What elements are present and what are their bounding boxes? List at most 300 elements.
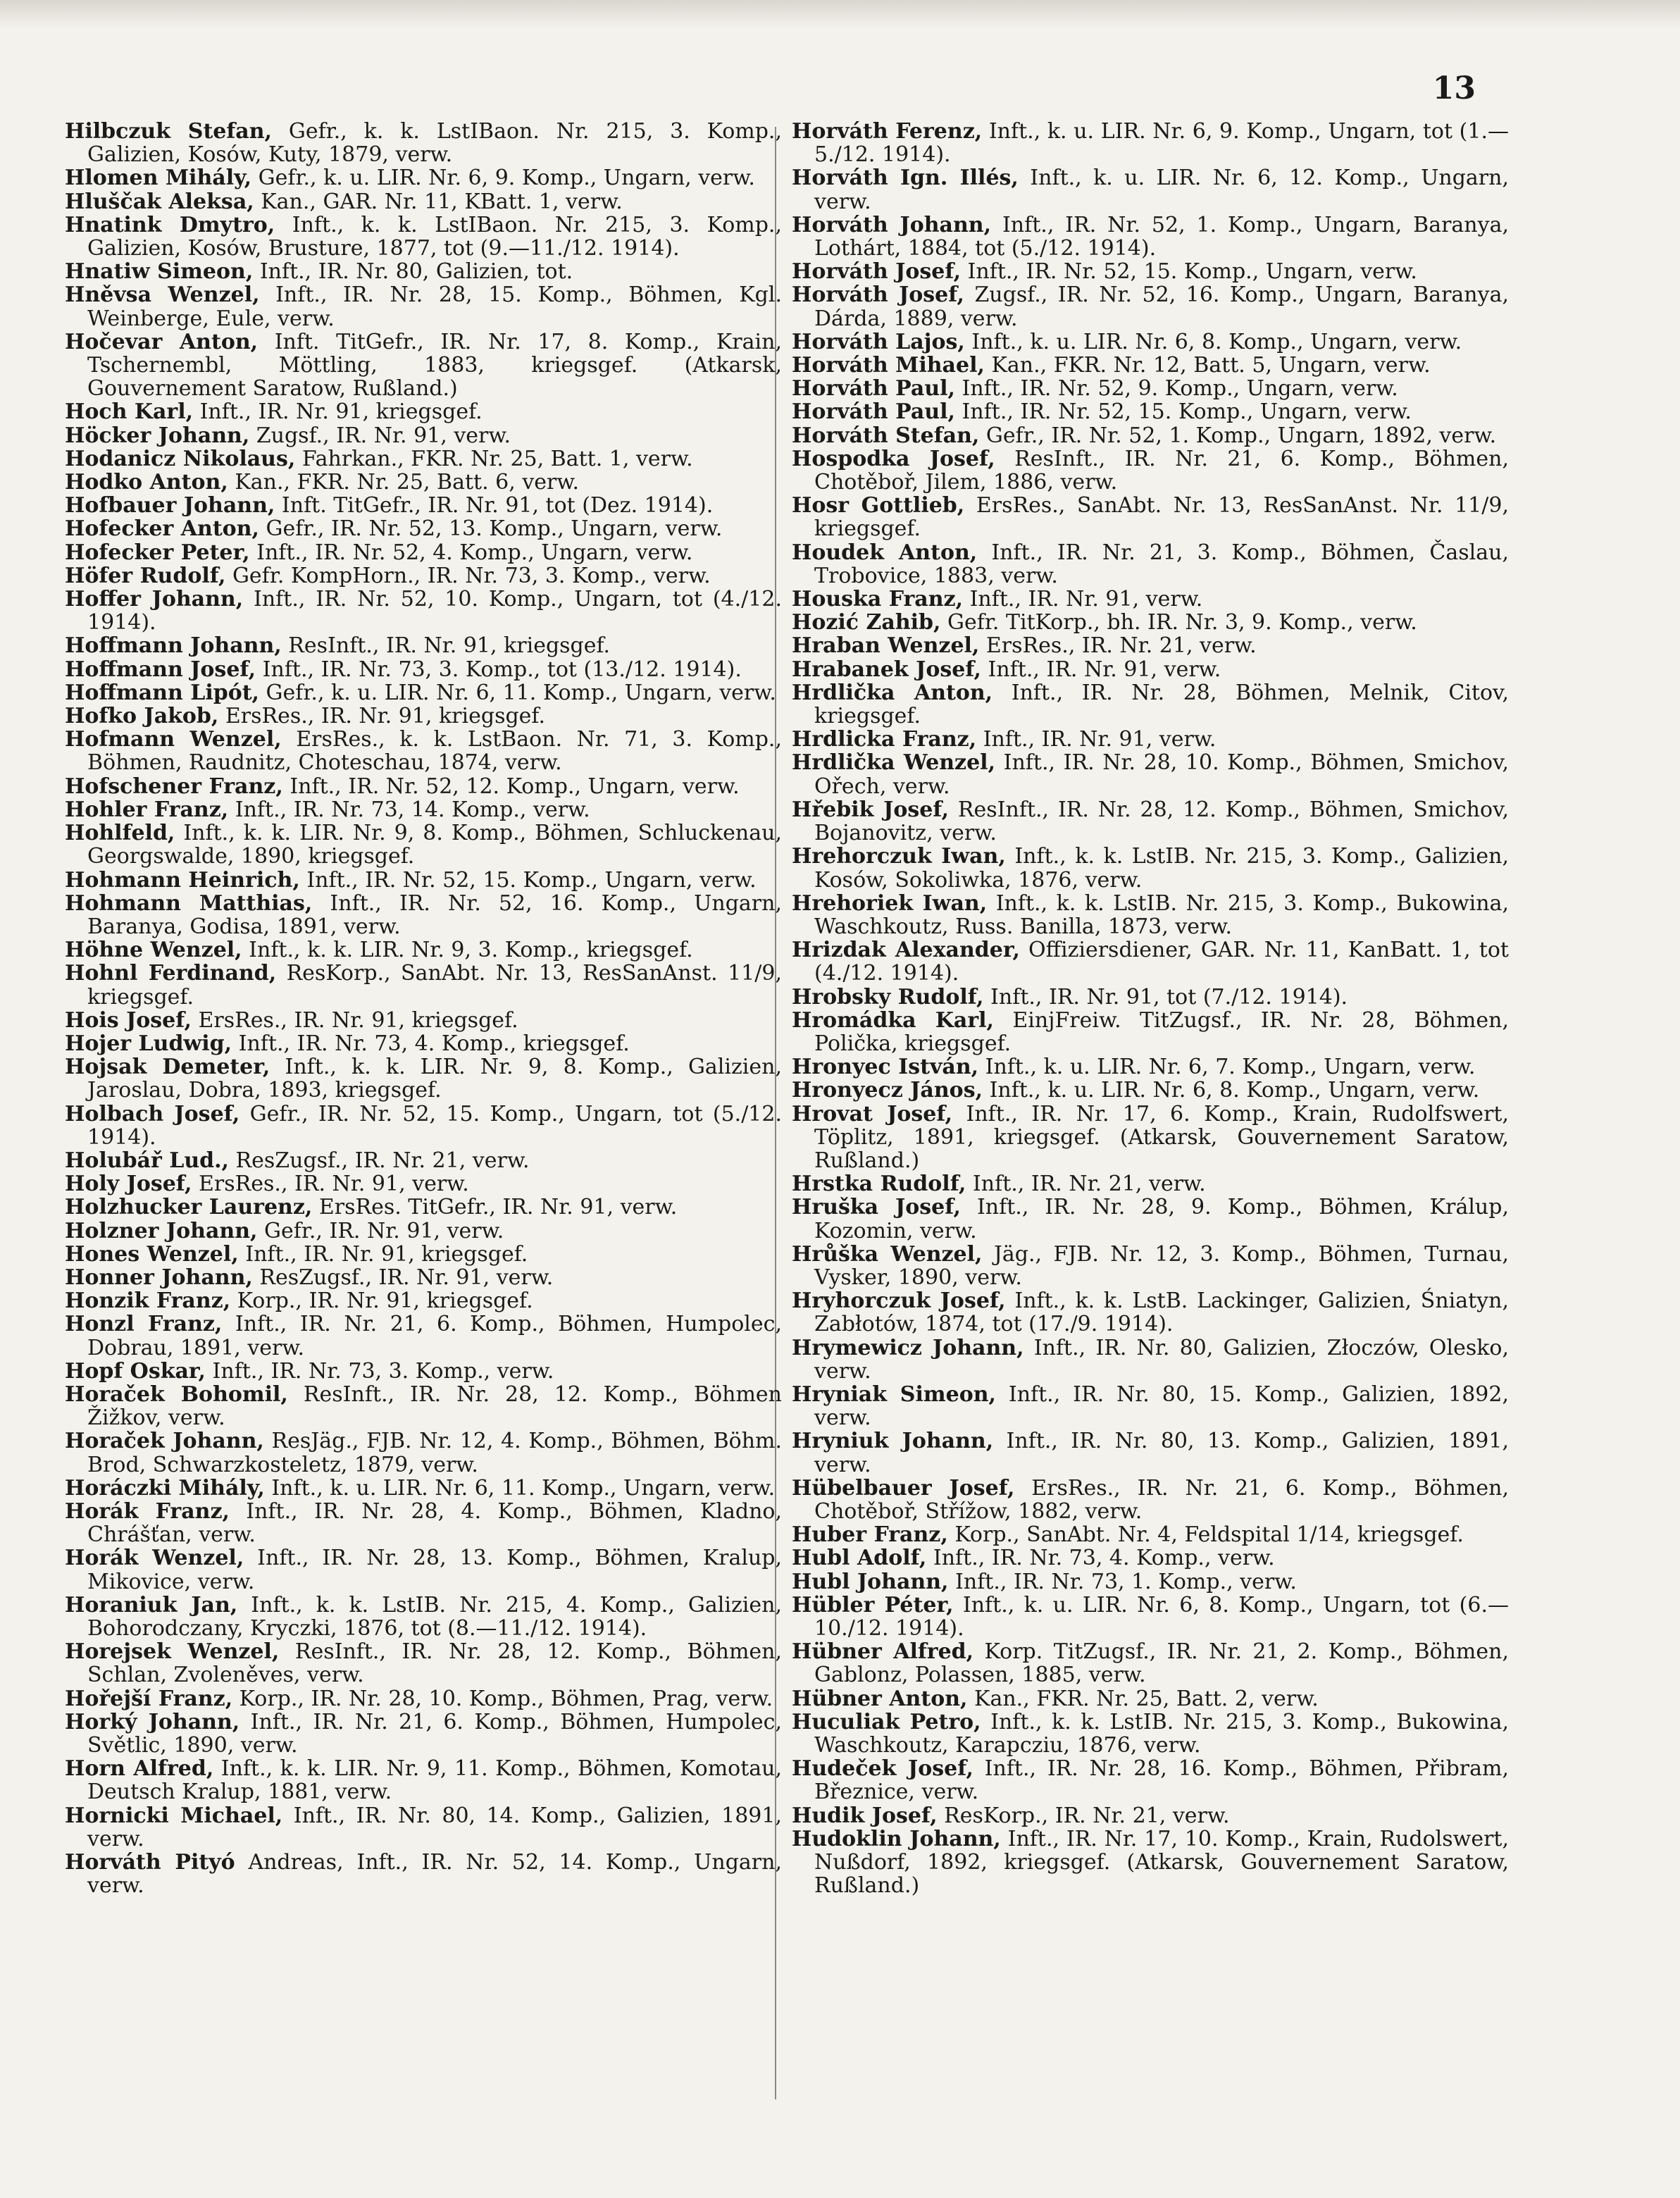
entry-name: Hudeček Josef, <box>792 1756 973 1782</box>
entry-name: Horn Alfred, <box>65 1756 214 1782</box>
entry-details: Inft., IR. Nr. 73, 3. Komp., verw. <box>206 1358 554 1384</box>
list-entry <box>792 1827 1509 1898</box>
list-entry <box>65 1546 782 1593</box>
entry-details: Gefr., IR. Nr. 52, 13. Komp., Ungarn, verw. <box>259 516 723 542</box>
entry-name: Honzik Franz, <box>65 1289 231 1314</box>
entry-details: Inft., IR. Nr. 28, 16. Komp., Böhmen, Přibram, Březnice, verw. <box>814 1756 1509 1805</box>
entry-name: Horváth Johann, <box>792 212 992 237</box>
entry-name: Honner Johann, <box>65 1265 253 1290</box>
entry-details: Gefr., k. k. LstIBaon. Nr. 215, 3. Komp., Galizien, Kosów, Kuty, 1879, verw. <box>87 119 782 168</box>
entry-name: Hübner Anton, <box>792 1686 968 1711</box>
entry-name: Holubář Lud., <box>65 1148 229 1173</box>
list-entry <box>792 1594 1509 1640</box>
entry-name: Horváth Ferenz, <box>792 119 983 144</box>
entry-name: Hrůška Wenzel, <box>792 1241 983 1267</box>
entry-details: Inft., IR. Nr. 52, 1. Komp., Ungarn, Baranya, Lothárt, 1884, tot (5./12. 1914). <box>814 212 1509 261</box>
list-entry <box>792 400 1509 423</box>
entry-name: Holzhucker Laurenz, <box>65 1195 313 1220</box>
entry-details: Gefr., IR. Nr. 52, 15. Komp., Ungarn, tot (5./12. 1914). <box>87 1101 783 1150</box>
entry-name: Huculiak Petro, <box>792 1709 981 1734</box>
entry-name: Hrabanek Josef, <box>792 657 982 682</box>
list-entry <box>792 1429 1509 1476</box>
entry-details: Inft., IR. Nr. 52, 4. Komp., Ungarn, verw. <box>249 540 693 565</box>
list-entry <box>792 611 1509 634</box>
entry-name: Horváth Pityó <box>65 1850 235 1875</box>
list-entry <box>65 541 782 564</box>
entry-details: Offiziersdiener, GAR. Nr. 11, KanBatt. 1, tot (4./12. 1914). <box>814 938 1509 986</box>
list-entry <box>792 1570 1509 1594</box>
entry-name: Horák Wenzel, <box>65 1546 244 1571</box>
entry-name: Hořejší Franz, <box>65 1686 233 1711</box>
entry-name: Hornicki Michael, <box>65 1803 283 1828</box>
list-entry <box>65 1477 782 1500</box>
entry-details: Inft., IR. Nr. 80, 14. Komp., Galizien, 1891, verw. <box>87 1803 782 1851</box>
entry-details: Jäg., FJB. Nr. 12, 3. Komp., Böhmen, Turnau, Vysker, 1890, verw. <box>814 1241 1509 1290</box>
entry-details: Gefr., IR. Nr. 52, 1. Komp., Ungarn, 1892, verw. <box>979 423 1497 448</box>
entry-name: Hoffer Johann, <box>65 587 244 612</box>
entry-name: Horváth Ign. Illés, <box>792 166 1019 191</box>
list-entry <box>792 798 1509 845</box>
entry-name: Horváth Josef, <box>792 282 964 308</box>
list-entry <box>65 1640 782 1687</box>
entry-details: Zugsf., IR. Nr. 52, 16. Komp., Ungarn, Baranya, Dárda, 1889, verw. <box>814 282 1510 331</box>
list-entry <box>792 1546 1509 1570</box>
entry-name: Hrdlička Wenzel, <box>792 750 996 776</box>
entry-details: ResInft., IR. Nr. 21, 6. Komp., Böhmen, Chotěboř, Jilem, 1886, verw. <box>814 446 1509 495</box>
scan-edge-shadow <box>0 0 1680 28</box>
entry-name: Hrehorczuk Iwan, <box>792 844 1006 869</box>
entry-name: Hois Josef, <box>65 1007 192 1033</box>
entry-name: Horaček Bohomil, <box>65 1381 288 1407</box>
entry-name: Hubl Adolf, <box>792 1546 927 1571</box>
entry-details: Fahrkan., FKR. Nr. 25, Batt. 1, verw. <box>295 446 693 471</box>
entry-details: Korp. TitZugsf., IR. Nr. 21, 2. Komp., Böhmen, Gablonz, Polassen, 1885, verw. <box>814 1639 1509 1688</box>
entry-name: Horváth Paul, <box>792 376 955 402</box>
list-entry <box>65 892 782 938</box>
entry-name: Hočevar Anton, <box>65 329 259 354</box>
entry-details: Inft., IR. Nr. 52, 9. Komp., Ungarn, verw. <box>955 376 1398 402</box>
entry-details: Zugsf., IR. Nr. 91, verw. <box>249 423 511 448</box>
list-entry <box>65 1360 782 1383</box>
entry-name: Hromádka Karl, <box>792 1007 994 1033</box>
entry-name: Horaniuk Jan, <box>65 1592 238 1618</box>
list-entry <box>792 494 1509 540</box>
list-entry <box>792 260 1509 283</box>
entry-details: Andreas, Inft., IR. Nr. 52, 14. Komp., Ungarn, verw. <box>87 1850 782 1899</box>
list-entry <box>792 541 1509 588</box>
entry-details: Inft., k. k. LstB. Lackinger, Galizien, Śniatyn, Zabłotów, 1874, tot (17./9. 1914). <box>814 1289 1509 1337</box>
list-entry <box>792 634 1509 657</box>
entry-name: Hryniuk Johann, <box>792 1429 994 1454</box>
entry-name: Horváth Mihael, <box>792 353 985 378</box>
entry-name: Hrovat Josef, <box>792 1101 953 1126</box>
entry-name: Hrehoriek Iwan, <box>792 890 988 916</box>
list-entry <box>65 1149 782 1172</box>
entry-details: ErsRes., IR. Nr. 91, verw. <box>192 1172 469 1197</box>
entry-details: Inft., k. k. LstIB. Nr. 215, 4. Komp., Galizien, Bohorodczany, Kryczki, 1876, tot (8.—11./12. 1914). <box>87 1592 782 1641</box>
list-entry <box>792 1289 1509 1336</box>
list-entry <box>792 1336 1509 1383</box>
entry-name: Horváth Lajos, <box>792 329 965 354</box>
entry-name: Hohlfeld, <box>65 821 175 846</box>
list-entry <box>65 1289 782 1312</box>
list-entry <box>792 213 1509 260</box>
entry-details: Inft. TitGefr., IR. Nr. 17, 8. Komp., Krain, Tschernembl, Möttling, 1883, kriegsgef. (Atkarsk, Gouvernement Saratow, Rußland.) <box>87 329 782 402</box>
entry-details: ResKorp., SanAbt. Nr. 13, ResSanAnst. 11/9, kriegsgef. <box>87 961 782 1010</box>
entry-details: Inft., IR. Nr. 52, 16. Komp., Ungarn, Baranya, Godisa, 1891, verw. <box>87 890 782 939</box>
entry-details: Inft., IR. Nr. 52, 10. Komp., Ungarn, tot (4./12. 1914). <box>87 587 782 635</box>
entry-name: Huber Franz, <box>792 1522 948 1548</box>
entry-details: Inft., k. u. LIR. Nr. 6, 11. Komp., Ungarn, verw. <box>264 1475 776 1501</box>
list-entry <box>65 658 782 681</box>
list-entry <box>792 330 1509 354</box>
entry-name: Hofschener Franz, <box>65 774 283 799</box>
entry-name: Hluščak Aleksa, <box>65 189 254 214</box>
entry-name: Horký Johann, <box>65 1709 240 1734</box>
entry-name: Hilbczuk Stefan, <box>65 119 272 144</box>
entry-name: Horejsek Wenzel, <box>65 1639 280 1665</box>
entry-name: Horák Franz, <box>65 1498 230 1524</box>
list-entry <box>65 728 782 774</box>
entry-details: Inft., IR. Nr. 21, verw. <box>966 1172 1206 1197</box>
entry-details: Inft., IR. Nr. 73, 3. Komp., tot (13./12. 1914). <box>256 657 742 682</box>
list-entry <box>792 1523 1509 1546</box>
list-entry <box>65 494 782 517</box>
entry-name: Holbach Josef, <box>65 1101 240 1126</box>
entry-details: Inft., k. u. LIR. Nr. 6, 8. Komp., Ungarn, verw. <box>983 1078 1480 1103</box>
entry-details: Inft., IR. Nr. 91, kriegsgef. <box>238 1241 528 1267</box>
entry-details: Inft., IR. Nr. 17, 10. Komp., Krain, Rudolswert, Nußdorf, 1892, kriegsgef. (Atkarsk, Gouvernement Saratow, Rußland.) <box>814 1826 1510 1899</box>
entry-name: Hoffmann Lipót, <box>65 680 260 705</box>
entry-details: Kan., GAR. Nr. 11, KBatt. 1, verw. <box>254 189 623 214</box>
entry-name: Hübelbauer Josef, <box>792 1475 1015 1501</box>
entry-name: Hofbauer Johann, <box>65 493 275 519</box>
list-entry <box>65 704 782 728</box>
entry-details: ResKorp., IR. Nr. 21, verw. <box>937 1803 1230 1828</box>
entry-name: Höcker Johann, <box>65 423 250 448</box>
entry-details: ErsRes., IR. Nr. 21, 6. Komp., Böhmen, Chotěboř, Střížow, 1882, verw. <box>814 1475 1509 1524</box>
entry-details: Inft., IR. Nr. 91, kriegsgef. <box>193 399 483 425</box>
entry-details: Korp., IR. Nr. 28, 10. Komp., Böhmen, Prag, verw. <box>232 1686 773 1711</box>
entry-name: Höhne Wenzel, <box>65 938 242 963</box>
entry-details: Inft., IR. Nr. 73, 4. Komp., kriegsgef. <box>232 1031 630 1056</box>
entry-details: ResInft., IR. Nr. 28, 12. Komp., Böhmen Žižkov, verw. <box>87 1381 782 1431</box>
entry-name: Honzl Franz, <box>65 1312 223 1337</box>
entry-details: Inft., IR. Nr. 91, tot (7./12. 1914). <box>983 984 1348 1010</box>
entry-name: Hryniak Simeon, <box>792 1381 996 1407</box>
list-entry <box>792 283 1509 330</box>
list-entry <box>65 1594 782 1640</box>
entry-details: Inft., IR. Nr. 28, 13. Komp., Böhmen, Kralup, Mikovice, verw. <box>87 1546 783 1594</box>
entry-details: Inft., IR. Nr. 28, 4. Komp., Böhmen, Kladno, Chrášťan, verw. <box>87 1498 782 1548</box>
list-entry <box>65 821 782 868</box>
entry-name: Hoffmann Johann, <box>65 633 282 659</box>
entry-details: ResZugsf., IR. Nr. 91, verw. <box>252 1265 554 1290</box>
entry-name: Hlomen Mihály, <box>65 166 252 191</box>
entry-details: Inft., IR. Nr. 80, Galizien, tot. <box>253 259 573 285</box>
entry-name: Hohnl Ferdinand, <box>65 961 277 986</box>
entry-details: Inft., k. k. LstIB. Nr. 215, 3. Komp., Bukowina, Waschkoutz, Russ. Banilla, 1873, verw. <box>814 890 1509 939</box>
entry-name: Hoffmann Josef, <box>65 657 256 682</box>
entry-name: Hones Wenzel, <box>65 1241 239 1267</box>
list-entry <box>792 1055 1509 1079</box>
entry-details: Kan., FKR. Nr. 25, Batt. 6, verw. <box>228 470 580 495</box>
entry-name: Hospodka Josef, <box>792 446 995 471</box>
entry-name: Hofecker Peter, <box>65 540 250 565</box>
entry-name: Holzner Johann, <box>65 1218 258 1243</box>
entry-name: Hosr Gottlieb, <box>792 493 965 519</box>
entry-details: Inft., IR. Nr. 52, 15. Komp., Ungarn, verw. <box>299 867 757 893</box>
entry-details: ResInft., IR. Nr. 28, 12. Komp., Böhmen, Smichov, Bojanovitz, verw. <box>814 797 1509 846</box>
entry-name: Hudik Josef, <box>792 1803 938 1828</box>
list-entry <box>65 869 782 892</box>
entry-details: Inft., IR. Nr. 28, 15. Komp., Böhmen, Kgl. Weinberge, Eule, verw. <box>87 282 782 331</box>
entry-name: Hrizdak Alexander, <box>792 938 1020 963</box>
entry-name: Hrdlička Anton, <box>792 680 993 705</box>
list-entry <box>65 1055 782 1102</box>
entry-details: Inft., IR. Nr. 52, 15. Komp., Ungarn, verw. <box>961 259 1417 285</box>
list-entry <box>65 447 782 471</box>
list-entry <box>65 1500 782 1546</box>
entry-details: Inft., k. u. LIR. Nr. 6, 12. Komp., Ungarn, verw. <box>814 166 1509 214</box>
entry-name: Hrobsky Rudolf, <box>792 984 984 1010</box>
entry-name: Hudoklin Johann, <box>792 1826 1001 1851</box>
list-entry <box>65 798 782 821</box>
list-entry <box>65 471 782 494</box>
entry-name: Hruška Josef, <box>792 1195 961 1220</box>
entry-name: Hronyec István, <box>792 1055 979 1080</box>
entry-details: Gefr., IR. Nr. 91, verw. <box>257 1218 504 1243</box>
entry-name: Horváth Josef, <box>792 259 962 285</box>
entry-details: Inft. TitGefr., IR. Nr. 91, tot (Dez. 1914). <box>275 493 714 519</box>
entry-name: Hübler Péter, <box>792 1592 954 1618</box>
entry-details: ResZugsf., IR. Nr. 21, verw. <box>229 1148 530 1173</box>
entry-details: Inft., IR. Nr. 80, Galizien, Złoczów, Olesko, verw. <box>814 1335 1510 1384</box>
list-entry <box>65 681 782 704</box>
entry-details: Inft., k. k. LIR. Nr. 9, 3. Komp., kriegsgef. <box>242 938 693 963</box>
entry-details: Inft., IR. Nr. 28, 9. Komp., Böhmen, Králup, Kozomin, verw. <box>814 1195 1509 1243</box>
entry-details: Gefr. TitKorp., bh. IR. Nr. 3, 9. Komp., verw. <box>940 610 1417 635</box>
list-entry <box>65 1103 782 1149</box>
entry-details: Inft., k. k. LstIBaon. Nr. 215, 3. Komp., Galizien, Kosów, Brusture, 1877, tot (9.—11./12. 1914). <box>87 212 783 261</box>
entry-details: Inft., IR. Nr. 21, 6. Komp., Böhmen, Humpolec, Dobrau, 1891, verw. <box>87 1312 782 1360</box>
list-entry <box>65 1243 782 1266</box>
entry-name: Horváth Stefan, <box>792 423 980 448</box>
list-entry <box>65 1687 782 1710</box>
entry-details: Inft., IR. Nr. 17, 6. Komp., Krain, Rudolfswert, Töplitz, 1891, kriegsgef. (Atkarsk, Gouvernement Saratow, Rußland.) <box>814 1101 1509 1173</box>
entry-name: Hübner Alfred, <box>792 1639 974 1665</box>
entry-details: ErsRes., SanAbt. Nr. 13, ResSanAnst. Nr. 11/9, kriegsgef. <box>814 493 1509 542</box>
entry-name: Hrdlicka Franz, <box>792 727 977 752</box>
entry-name: Hronyecz János, <box>792 1078 983 1103</box>
entry-details: Inft., k. k. LstIB. Nr. 215, 3. Komp., Galizien, Kosów, Sokoliwka, 1876, verw. <box>814 844 1509 893</box>
list-entry <box>65 424 782 447</box>
entry-name: Hnatiw Simeon, <box>65 259 254 285</box>
entry-details: Inft., k. u. LIR. Nr. 6, 8. Komp., Ungarn, tot (6.—10./12. 1914). <box>814 1592 1509 1641</box>
entry-name: Hopf Oskar, <box>65 1358 206 1384</box>
entry-details: Korp., IR. Nr. 91, kriegsgef. <box>230 1289 533 1314</box>
entry-details: Gefr. KompHorn., IR. Nr. 73, 3. Komp., verw. <box>225 563 711 588</box>
entry-details: ErsRes. TitGefr., IR. Nr. 91, verw. <box>312 1195 678 1220</box>
entry-details: Inft., IR. Nr. 52, 15. Komp., Ungarn, verw. <box>955 399 1412 425</box>
list-entry <box>792 845 1509 891</box>
entry-details: Inft., IR. Nr. 28, 10. Komp., Böhmen, Smichov, Ořech, verw. <box>814 750 1510 799</box>
list-entry <box>792 681 1509 728</box>
list-entry <box>65 1312 782 1359</box>
list-entry <box>65 1196 782 1219</box>
entry-name: Hněvsa Wenzel, <box>65 282 260 308</box>
entry-details: Gefr., k. u. LIR. Nr. 6, 9. Komp., Ungarn, verw. <box>251 166 755 191</box>
entry-name: Hnatink Dmytro, <box>65 212 275 237</box>
list-entry <box>65 1429 782 1476</box>
entry-details: Inft., IR. Nr. 21, 3. Komp., Böhmen, Časlau, Trobovice, 1883, verw. <box>814 540 1509 588</box>
list-entry <box>792 120 1509 166</box>
entry-details: Inft., IR. Nr. 28, Böhmen, Melnik, Citov, kriegsgef. <box>814 680 1509 729</box>
list-entry <box>65 1172 782 1196</box>
entry-name: Horáczki Mihály, <box>65 1475 265 1501</box>
entry-details: ErsRes., IR. Nr. 91, kriegsgef. <box>218 704 545 729</box>
entry-details: Gefr., k. u. LIR. Nr. 6, 11. Komp., Ungarn, verw. <box>259 680 776 705</box>
entry-details: Inft., IR. Nr. 80, 13. Komp., Galizien, 1891, verw. <box>814 1429 1510 1477</box>
entry-details: Inft., IR. Nr. 73, 4. Komp., verw. <box>926 1546 1275 1571</box>
list-entry <box>65 938 782 962</box>
entry-name: Hrstka Rudolf, <box>792 1172 966 1197</box>
list-entry <box>65 1266 782 1289</box>
entry-details: Inft., k. u. LIR. Nr. 6, 8. Komp., Ungarn, verw. <box>964 329 1462 354</box>
entry-details: Inft., k. k. LIR. Nr. 9, 8. Komp., Böhmen, Schluckenau, Georgswalde, 1890, kriegsgef. <box>87 821 782 869</box>
list-entry <box>792 1757 1509 1803</box>
entry-name: Hohler Franz, <box>65 797 229 822</box>
list-entry <box>65 190 782 213</box>
list-entry <box>792 1710 1509 1757</box>
entry-name: Hofmann Wenzel, <box>65 727 282 752</box>
entry-name: Hryhorczuk Josef, <box>792 1289 1006 1314</box>
list-entry <box>65 260 782 283</box>
list-entry <box>792 447 1509 494</box>
entry-details: Inft., IR. Nr. 91, verw. <box>963 587 1203 612</box>
list-entry <box>792 728 1509 751</box>
entry-name: Hofecker Anton, <box>65 516 259 542</box>
list-entry <box>792 166 1509 213</box>
entry-name: Hofko Jakob, <box>65 704 219 729</box>
list-entry <box>65 1009 782 1032</box>
entry-name: Holy Josef, <box>65 1172 192 1197</box>
list-entry <box>65 1383 782 1429</box>
entry-name: Hubl Johann, <box>792 1569 949 1594</box>
list-entry <box>792 1079 1509 1102</box>
list-entry <box>65 330 782 401</box>
entry-details: Inft., IR. Nr. 52, 12. Komp., Ungarn, verw. <box>282 774 740 799</box>
list-entry <box>792 892 1509 938</box>
list-entry <box>792 938 1509 985</box>
list-entry <box>792 1009 1509 1055</box>
list-entry <box>65 283 782 330</box>
list-entry <box>65 1804 782 1851</box>
list-entry <box>65 1032 782 1055</box>
list-entry <box>792 424 1509 447</box>
list-entry <box>792 1640 1509 1687</box>
entry-name: Houdek Anton, <box>792 540 978 565</box>
page-number: 13 <box>1432 70 1476 106</box>
entry-details: Inft., k. k. LstIB. Nr. 215, 3. Komp., Bukowina, Waschkoutz, Karapcziu, 1876, verw. <box>814 1709 1510 1758</box>
list-entry <box>65 400 782 423</box>
entry-name: Horváth Paul, <box>792 399 955 425</box>
right-column <box>792 120 1509 1897</box>
entry-details: ResInft., IR. Nr. 28, 12. Komp., Böhmen, Schlan, Zvoleněves, verw. <box>87 1639 783 1688</box>
list-entry <box>792 1687 1509 1710</box>
list-entry <box>792 1243 1509 1289</box>
left-column <box>65 120 782 1897</box>
entry-name: Hraban Wenzel, <box>792 633 980 659</box>
list-entry <box>65 962 782 1008</box>
list-entry <box>792 377 1509 400</box>
list-entry <box>65 564 782 588</box>
entry-name: Hozić Zahib, <box>792 610 941 635</box>
entry-details: ErsRes., k. k. LstBaon. Nr. 71, 3. Komp., Böhmen, Raudnitz, Choteschau, 1874, verw. <box>87 727 782 776</box>
entry-details: Kan., FKR. Nr. 12, Batt. 5, Ungarn, verw. <box>984 353 1431 378</box>
entry-name: Hřebik Josef, <box>792 797 950 822</box>
entry-name: Höfer Rudolf, <box>65 563 226 588</box>
list-entry <box>792 751 1509 797</box>
entry-details: Inft., IR. Nr. 73, 1. Komp., verw. <box>948 1569 1297 1594</box>
entry-name: Hrymewicz Johann, <box>792 1335 1024 1360</box>
list-entry <box>65 634 782 657</box>
list-entry <box>65 1851 782 1897</box>
entry-name: Hodanicz Nikolaus, <box>65 446 296 471</box>
entry-details: Inft., k. u. LIR. Nr. 6, 7. Komp., Ungarn, verw. <box>978 1055 1476 1080</box>
list-entry <box>65 588 782 634</box>
list-entry <box>792 1383 1509 1429</box>
entry-details: ErsRes., IR. Nr. 21, verw. <box>979 633 1257 659</box>
list-entry <box>792 1804 1509 1827</box>
entry-details: Korp., SanAbt. Nr. 4, Feldspital 1/14, kriegsgef. <box>947 1522 1464 1548</box>
entry-details: ResJäg., FJB. Nr. 12, 4. Komp., Böhmen, Böhm. Brod, Schwarzkosteletz, 1879, verw. <box>87 1429 782 1477</box>
entry-details: Inft., IR. Nr. 21, 6. Komp., Böhmen, Humpolec, Světlic, 1890, verw. <box>87 1709 783 1758</box>
entry-name: Hojsak Demeter, <box>65 1055 270 1080</box>
entry-details: Inft., IR. Nr. 73, 14. Komp., verw. <box>228 797 590 822</box>
entry-name: Hohmann Heinrich, <box>65 867 300 893</box>
entry-details: ErsRes., IR. Nr. 91, kriegsgef. <box>191 1007 518 1033</box>
entry-name: Hohmann Matthias, <box>65 890 313 916</box>
entry-details: Inft., k. k. LIR. Nr. 9, 11. Komp., Böhmen, Komotau, Deutsch Kralup, 1881, verw. <box>87 1756 783 1805</box>
list-entry <box>792 588 1509 611</box>
entry-details: Inft., k. k. LIR. Nr. 9, 8. Komp., Galizien, Jaroslau, Dobra, 1893, kriegsgef. <box>87 1055 783 1103</box>
list-entry <box>792 354 1509 377</box>
list-entry <box>65 1219 782 1243</box>
entry-details: EinjFreiw. TitZugsf., IR. Nr. 28, Böhmen, Polička, kriegsgef. <box>814 1007 1509 1056</box>
list-entry <box>65 166 782 190</box>
list-entry <box>65 517 782 540</box>
entry-details: Inft., IR. Nr. 80, 15. Komp., Galizien, 1892, verw. <box>814 1381 1509 1431</box>
entry-name: Houska Franz, <box>792 587 964 612</box>
list-entry <box>792 658 1509 681</box>
entry-details: Inft., k. u. LIR. Nr. 6, 9. Komp., Ungarn, tot (1.—5./12. 1914). <box>814 119 1509 168</box>
list-entry <box>792 1103 1509 1173</box>
entry-name: Horaček Johann, <box>65 1429 264 1454</box>
entry-name: Hoch Karl, <box>65 399 194 425</box>
list-entry <box>65 1757 782 1803</box>
list-entry <box>65 120 782 166</box>
entry-details: Inft., IR. Nr. 91, verw. <box>976 727 1217 752</box>
list-entry <box>65 1710 782 1757</box>
entry-details: ResInft., IR. Nr. 91, kriegsgef. <box>281 633 611 659</box>
list-entry <box>792 1196 1509 1242</box>
entry-details: Inft., IR. Nr. 91, verw. <box>981 657 1221 682</box>
entry-name: Hodko Anton, <box>65 470 228 495</box>
entry-details: Kan., FKR. Nr. 25, Batt. 2, verw. <box>967 1686 1319 1711</box>
list-entry <box>792 1477 1509 1523</box>
list-entry <box>65 775 782 798</box>
